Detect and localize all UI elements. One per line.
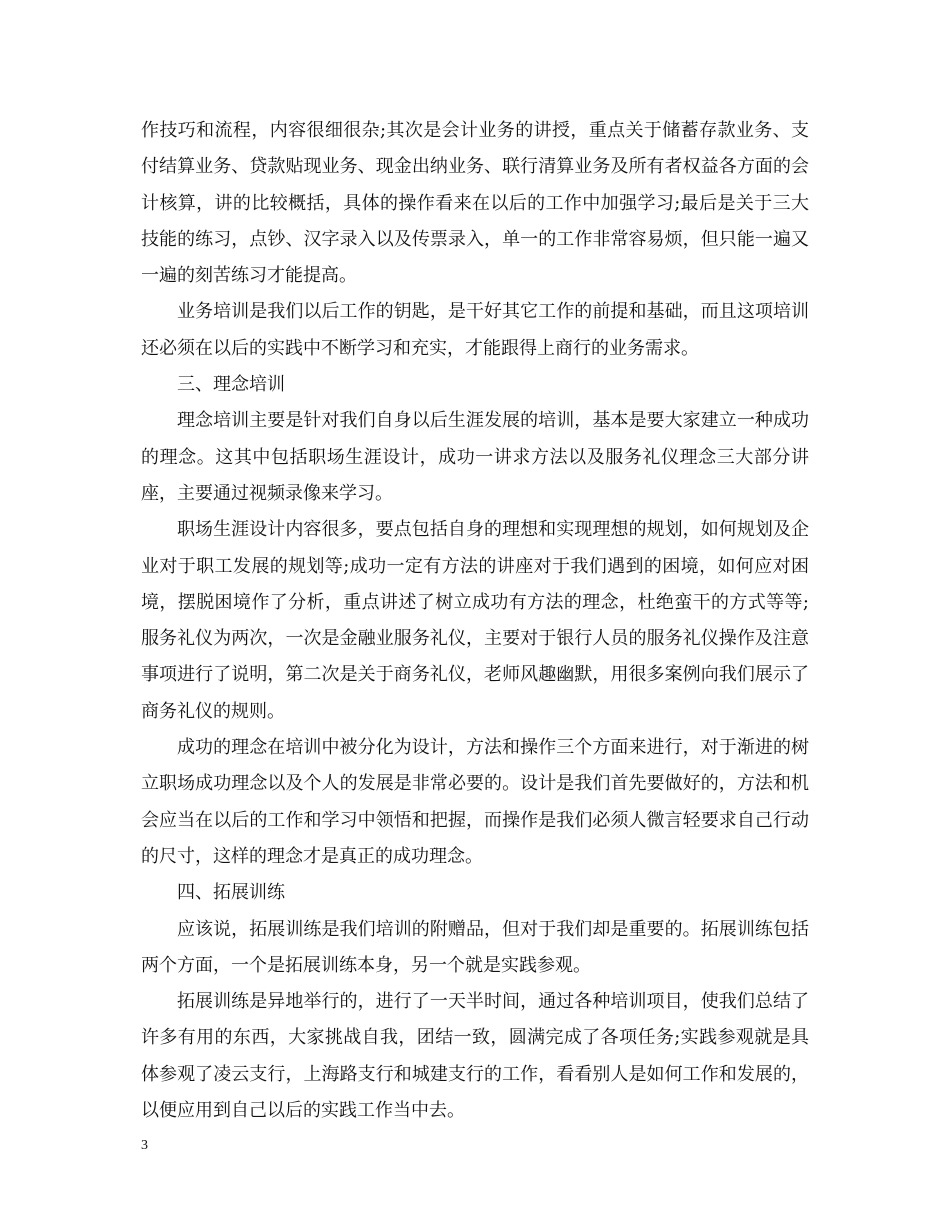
page-body — [141, 113, 809, 1129]
paragraph-outward-training-details: 拓展训练是异地举行的，进行了一天半时间，通过各种培训项目，使我们总结了许多有用的东西，大家挑战自我，团结一致，圆满完成了各项任务;实践参观就是具体参观了凌云支行，上海路支行和城建支行的工作，看看别人是如何工作和发展的，以便应用到自己以后的实践工作当中去。 — [141, 991, 809, 1122]
section-heading-outward-training: 四、拓展训练 — [177, 882, 285, 904]
paragraph-career-design: 职场生涯设计内容很多，要点包括自身的理想和实现理想的规划，如何规划及企业对于职工发展的规划等;成功一定有方法的讲座对于我们遇到的困境，如何应对困境，摆脱困境作了分析，重点讲述了树立成功有方法的理念，杜绝蛮干的方式等等;服务礼仪为两次，一次是金融业服务礼仪，主要对于银行人员的服务礼仪操作及注意事项进行了说明，第二次是关于商务礼仪，老师风趣幽默，用很多案例向我们展示了商务礼仪的规则。 — [141, 519, 809, 722]
paragraph-outward-training-intro: 应该说，拓展训练是我们培训的附赠品，但对于我们却是重要的。拓展训练包括两个方面，一个是拓展训练本身，另一个就是实践参观。 — [141, 918, 809, 976]
page-number: 3 — [141, 1138, 148, 1153]
paragraph-success-concept: 成功的理念在培训中被分化为设计，方法和操作三个方面来进行，对于渐进的树立职场成功理念以及个人的发展是非常必要的。设计是我们首先要做好的，方法和机会应当在以后的工作和学习中领悟和把握，而操作是我们必须人微言轻要求自己行动的尺寸，这样的理念才是真正的成功理念。 — [141, 737, 809, 867]
paragraph-business-training: 业务培训是我们以后工作的钥匙，是干好其它工作的前提和基础，而且这项培训还必须在以后的实践中不断学习和充实，才能跟得上商行的业务需求。 — [141, 301, 809, 359]
paragraph-concept-training-intro: 理念培训主要是针对我们自身以后生涯发展的培训，基本是要大家建立一种成功的理念。这其中包括职场生涯设计，成功一讲求方法以及服务礼仪理念三大部分讲座，主要通过视频录像来学习。 — [141, 410, 809, 504]
paragraph-work-skills: 作技巧和流程，内容很细很杂;其次是会计业务的讲授，重点关于储蓄存款业务、支付结算业务、贷款贴现业务、现金出纳业务、联行清算业务及所有者权益各方面的会计核算，讲的比较概括，具体的操作看来在以后的工作中加强学习;最后是关于三大技能的练习，点钞、汉字录入以及传票录入，单一的工作非常容易烦，但只能一遍又一遍的刻苦练习才能提高。 — [141, 120, 809, 287]
section-heading-concept-training: 三、理念培训 — [177, 374, 285, 396]
